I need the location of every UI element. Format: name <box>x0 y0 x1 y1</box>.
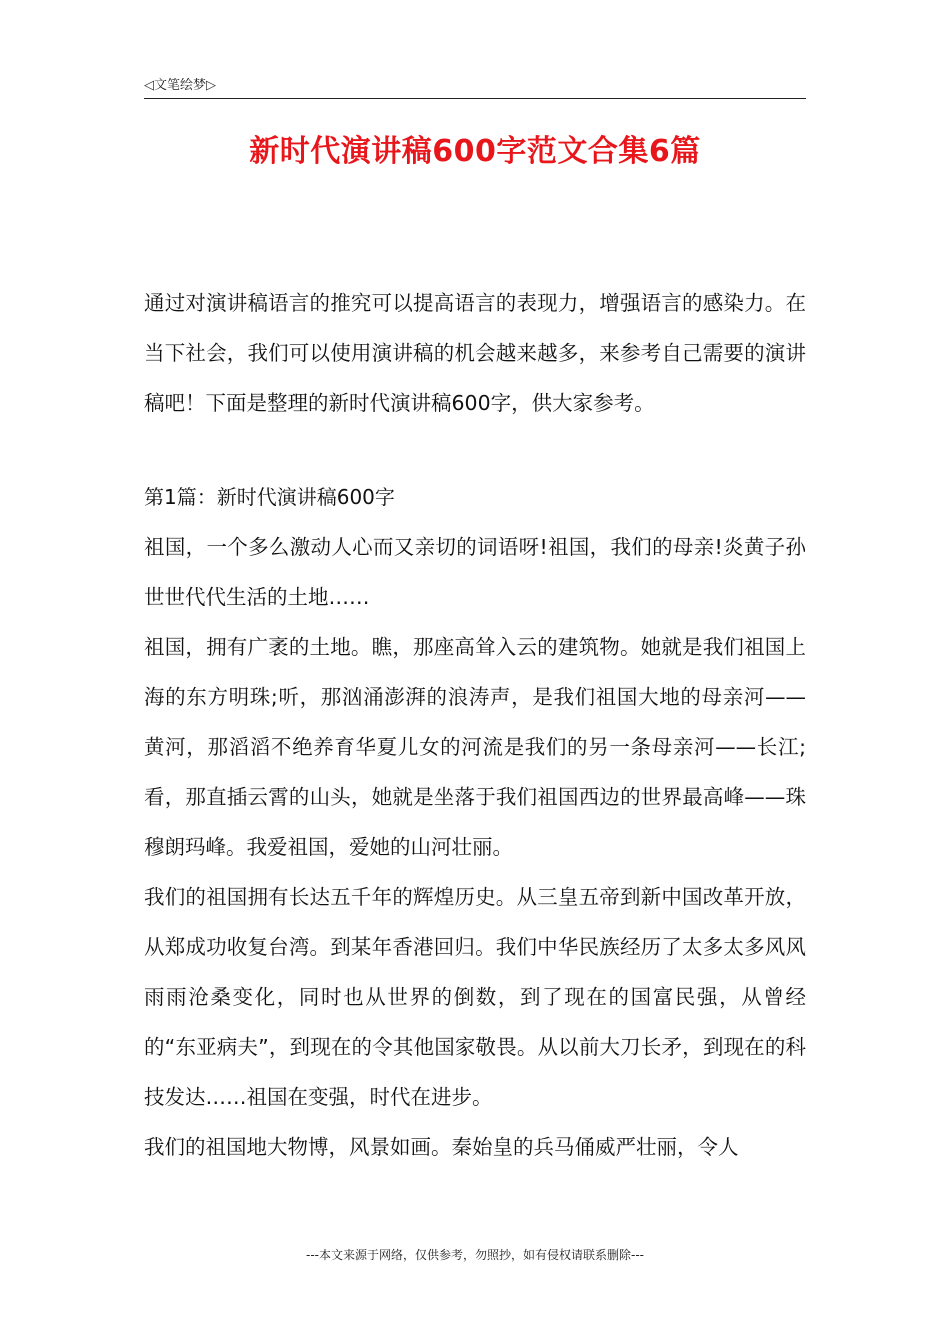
header-brand <box>144 76 216 96</box>
body-paragraph: 我们的祖国拥有长达五千年的辉煌历史。从三皇五帝到新中国改革开放，从郑成功收复台湾。到某年香港回归。我们中华民族经历了太多太多风风雨雨沧桑变化，同时也从世界的倒数，到了现在的国富民强，从曾经的“东亚病夫”，到现在的令其他国家敬畏。从以前大刀长矛，到现在的科技发达……祖国在变强，时代在进步。 <box>144 885 806 1109</box>
document-title: 新时代演讲稿600字范文合集6篇 <box>249 134 701 169</box>
document-body <box>144 278 806 1172</box>
body-paragraph: 祖国，一个多么激动人心而又亲切的词语呀!祖国，我们的母亲!炎黄子孙世世代代生活的土地…… <box>144 535 806 609</box>
section-heading: 第1篇：新时代演讲稿600字 <box>144 485 395 509</box>
left-triangle-icon: ◁ <box>144 78 154 93</box>
intro-paragraph: 通过对演讲稿语言的推究可以提高语言的表现力，增强语言的感染力。在当下社会，我们可以使用演讲稿的机会越来越多，来参考自己需要的演讲稿吧！下面是整理的新时代演讲稿600字，供大家参考。 <box>144 291 806 415</box>
footer-disclaimer: ---本文来源于网络，仅供参考，勿照抄，如有侵权请联系删除--- <box>306 1248 644 1262</box>
right-triangle-icon: ▷ <box>206 78 217 93</box>
body-paragraph: 我们的祖国地大物博，风景如画。秦始皇的兵马俑威严壮丽，令人 <box>144 1135 739 1159</box>
page-header <box>144 74 806 99</box>
body-paragraph: 祖国，拥有广袤的土地。瞧，那座高耸入云的建筑物。她就是我们祖国上海的东方明珠;听，那汹涌澎湃的浪涛声，是我们祖国大地的母亲河——黄河，那滔滔不绝养育华夏儿女的河流是我们的另一条母亲河——长江;看，那直插云霄的山头，她就是坐落于我们祖国西边的世界最高峰——珠穆朗玛峰。我爱祖国，爱她的山河壮丽。 <box>144 635 806 859</box>
brand-name: 文笔绘梦 <box>154 78 207 93</box>
